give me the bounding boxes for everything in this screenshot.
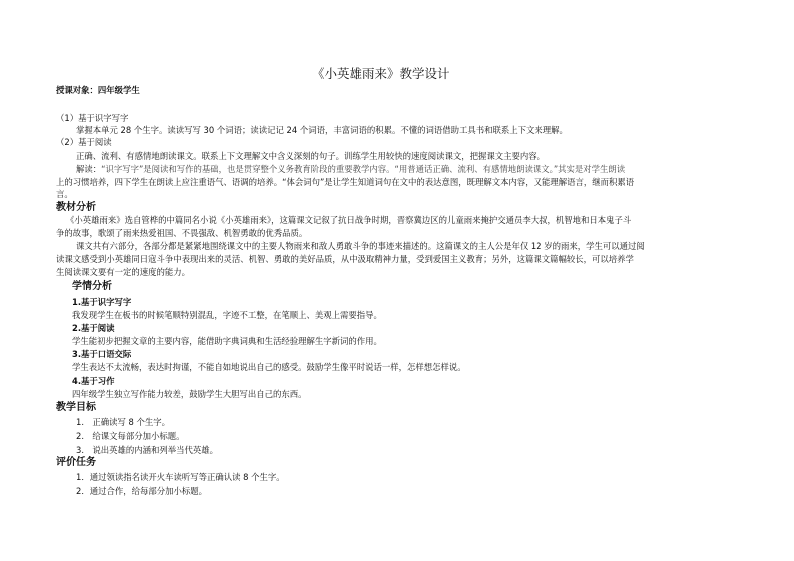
sec5-item-2: 2．通过合作，给每部分加小标题。 [76, 486, 207, 496]
sec1-b-heading: （2）基于阅读 [56, 137, 112, 147]
sec1-a-text: 掌握本单元 28 个生字。读读写写 30 个词语；读读记记 24 个词语，丰富词语的积累。不懂的词语借助工具书和联系上下文来理解。 [76, 125, 568, 135]
sec1-b-text2 [76, 163, 625, 175]
sec3-item2-text: 学生能初步把握文章的主要内容，能借助字典词典和生活经验理解生字新词的作用。 [72, 336, 382, 346]
sec3-item2-heading: 2.基于阅读 [72, 323, 115, 333]
sec5-heading: 评价任务 [56, 457, 96, 468]
sec3-item4-heading: 4.基于习作 [72, 376, 115, 386]
sec4-heading: 教学目标 [56, 402, 96, 413]
sec3-item4-text: 四年级学生独立写作能力较差，鼓励学生大胆写出自己的东西。 [72, 389, 307, 399]
sec3-item1-text: 我发现学生在板书的时候笔顺特别混乱，字迹不工整，在笔顺上、美观上需要指导。 [72, 310, 382, 320]
sec4-item-1: 1. 正确读写 8 个生字。 [76, 417, 171, 427]
sec4-item-3: 3. 说出英雄的内涵和列举当代英雄。 [76, 445, 218, 455]
sec5-item-1: 1．通过领读指名读开火车读听写等正确认读 8 个生字。 [76, 472, 285, 482]
sec2-heading: 教材分析 [56, 202, 96, 213]
sec3-item3-text: 学生表达不太流畅，表达时拘谨，不能自如地说出自己的感受。鼓励学生像平时说话一样，怎样想怎样说。 [72, 362, 466, 372]
sec2-p2b: 读课文感受到小英雄同日寇斗争中表现出来的灵活、机智、勇敢的美好品质，从中汲取精神力量，受到爱国主义教育；另外，这篇课文篇幅较长，可以培养学 [56, 254, 634, 264]
sec1-a-heading: （1）基于识字写字 [56, 113, 129, 123]
sec3-heading: 学情分析 [72, 281, 112, 292]
audience-line: 授课对象：四年级学生 [56, 85, 140, 95]
sec1-b-text4: 言。 [56, 189, 73, 199]
sec2-p2a: 课文共有六部分，各部分都是紧紧地围绕课文中的主要人物雨来和敌人勇敢斗争的事迹来描述的。这篇课文的主人公是年仅 12 岁的雨来，学生可以通过阅 [76, 241, 645, 251]
page-title: 《小英雄雨来》教学设计 [312, 66, 450, 81]
sec1-b-text3: 上的习惯培养，四下学生在朗读上应注重语气、语调的培养。“体会词句”是让学生知道词句在文中的表达意图，既理解文本内容，又能理解语言，继而积累语 [56, 177, 635, 187]
sec2-p1b: 争的故事，歌颂了雨来热爱祖国、不畏强敌、机智勇敢的优秀品质。 [56, 228, 308, 238]
sec1-b-label: 解读： [76, 164, 102, 174]
sec2-p1a: 《小英雄雨来》选自管桦的中篇同名小说《小英雄雨来》，这篇课文记叙了抗日战争时期，晋察冀边区的儿童雨来掩护交通员李大叔，机智地和日本鬼子斗 [66, 215, 632, 225]
sec1-b-text2-body: “识字写字”是阅读和写作的基础，也是贯穿整个义务教育阶段的重要教学内容。“用普通话正确、流利、有感情地朗读课文。”其实是对学生朗读 [101, 164, 626, 174]
sec2-p2c: 生阅读课文要有一定的速度的能力。 [56, 267, 190, 277]
sec4-item-2: 2. 给课文每部分加小标题。 [76, 431, 185, 441]
sec1-b-text1: 正确、流利、有感情地朗读课文。联系上下文理解文中含义深刻的句子。训练学生用较快的速度阅读课文，把握课文主要内容。 [76, 151, 545, 161]
sec3-item3-heading: 3.基于口语交际 [72, 349, 132, 359]
sec3-item1-heading: 1.基于识字写字 [72, 297, 132, 307]
